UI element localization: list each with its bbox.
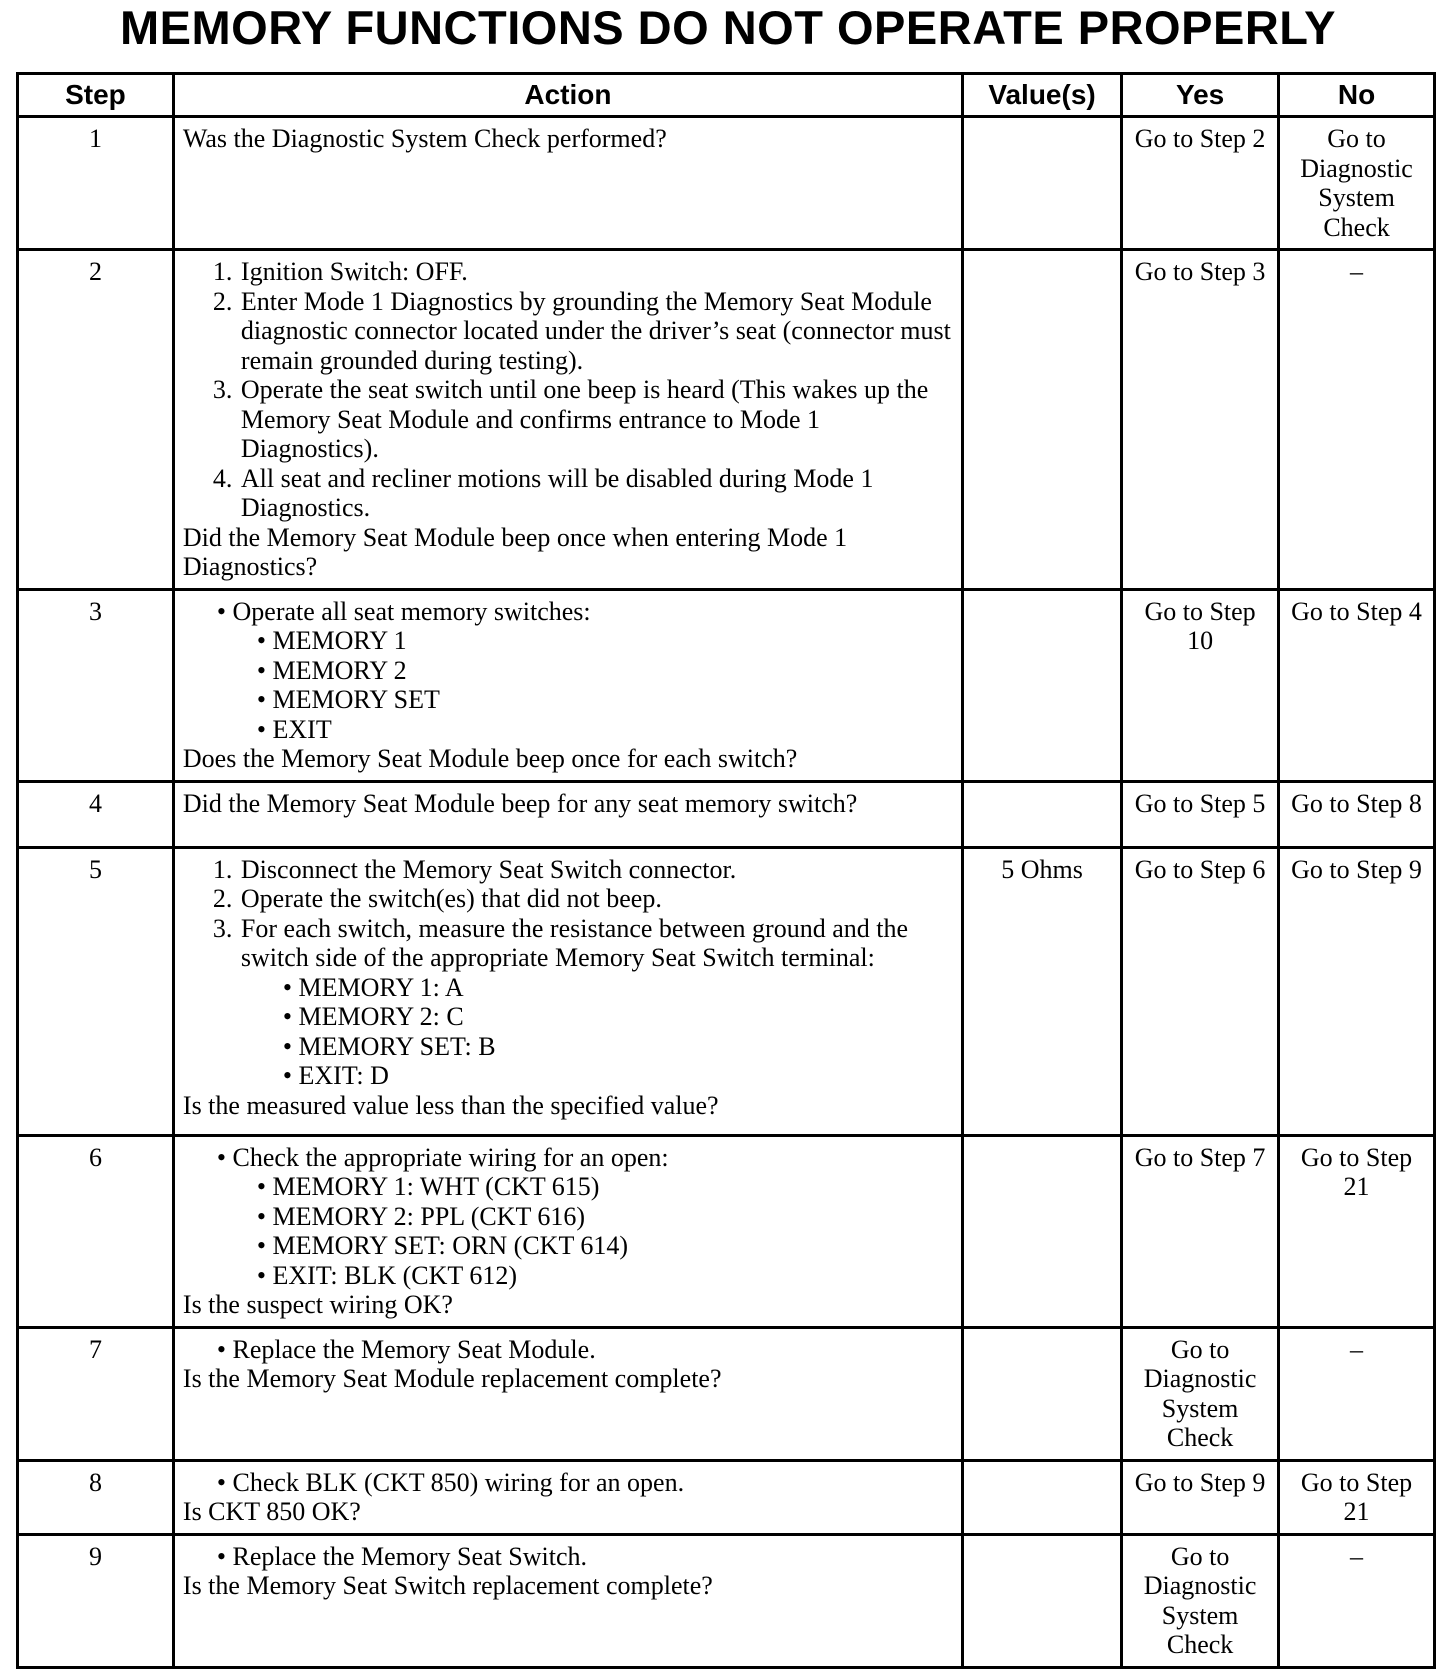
table-row	[18, 117, 1435, 250]
table-header-row	[18, 74, 1435, 117]
bullet-item	[217, 597, 953, 745]
table-row	[18, 250, 1435, 590]
bullet-list	[183, 1542, 953, 1572]
sub-item: • MEMORY 1	[257, 626, 953, 656]
sub-item: • EXIT: BLK (CKT 612)	[257, 1261, 953, 1291]
bullet-text: Check the appropriate wiring for an open:	[232, 1142, 669, 1172]
action-cell	[173, 781, 962, 847]
step-number: 1	[18, 117, 174, 250]
bullet-item: • Check BLK (CKT 850) wiring for an open.	[217, 1468, 953, 1498]
no-cell: Go to Step 9	[1279, 847, 1435, 1135]
yes-cell: Go to Diagnostic System Check	[1122, 1534, 1279, 1667]
table-row	[18, 1135, 1435, 1327]
no-cell: Go to Step 21	[1279, 1135, 1435, 1327]
sub-item: • MEMORY 2: PPL (CKT 616)	[257, 1202, 953, 1232]
sub-item: • EXIT: D	[281, 1061, 953, 1091]
bullet-item	[217, 1143, 953, 1291]
sub-item: • EXIT	[257, 715, 953, 745]
yes-cell: Go to Step 10	[1122, 589, 1279, 781]
value-cell	[963, 1534, 1122, 1667]
table-row	[18, 589, 1435, 781]
value-cell	[963, 250, 1122, 590]
procedure-step: 4. All seat and recliner motions will be disabled during Mode 1 Diagnostics.	[239, 464, 953, 523]
action-cell	[173, 1327, 962, 1460]
yes-cell: Go to Step 9	[1122, 1460, 1279, 1534]
procedure-step-text: For each switch, measure the resistance between ground and the switch side of the appropriate Memory Seat Switch terminal:	[240, 913, 908, 972]
question-text: Did the Memory Seat Module beep once when entering Mode 1 Diagnostics?	[182, 522, 848, 581]
sub-item: • MEMORY SET: B	[281, 1032, 953, 1062]
procedure-list	[183, 257, 953, 523]
yes-cell: Go to Diagnostic System Check	[1122, 1327, 1279, 1460]
no-cell: –	[1279, 1534, 1435, 1667]
action-cell	[173, 117, 962, 250]
table-row	[18, 847, 1435, 1135]
value-cell	[963, 589, 1122, 781]
bullet-list	[183, 597, 953, 745]
table-row	[18, 781, 1435, 847]
value-cell	[963, 117, 1122, 250]
bullet-list	[183, 1143, 953, 1291]
yes-cell: Go to Step 6	[1122, 847, 1279, 1135]
bullet-list	[183, 1335, 953, 1365]
procedure-step: 1. Ignition Switch: OFF.	[239, 257, 953, 287]
procedure-list	[183, 855, 953, 1091]
bullet-item: • Replace the Memory Seat Switch.	[217, 1542, 953, 1572]
no-cell: Go to Diagnostic System Check	[1279, 117, 1435, 250]
question-text: Was the Diagnostic System Check performed?	[182, 124, 667, 153]
step-number: 5	[18, 847, 174, 1135]
sub-item: • MEMORY 2: C	[281, 1002, 953, 1032]
sub-item: • MEMORY 1: A	[281, 973, 953, 1003]
step-number: 6	[18, 1135, 174, 1327]
action-cell	[173, 250, 962, 590]
header-values: Value(s)	[963, 74, 1122, 117]
sub-item: • MEMORY SET: ORN (CKT 614)	[257, 1231, 953, 1261]
yes-cell: Go to Step 3	[1122, 250, 1279, 590]
question-text: Did the Memory Seat Module beep for any seat memory switch?	[182, 788, 858, 818]
step-number: 3	[18, 589, 174, 781]
bullet-text: Operate all seat memory switches:	[232, 596, 591, 626]
procedure-step: 2. Enter Mode 1 Diagnostics by grounding the Memory Seat Module diagnostic connector located under the driver’s seat (connector must remain grounded during testing).	[239, 287, 953, 376]
header-yes: Yes	[1122, 74, 1279, 117]
question-text: Does the Memory Seat Module beep once for each switch?	[182, 744, 798, 773]
no-cell: Go to Step 8	[1279, 781, 1435, 847]
bullet-list	[183, 1468, 953, 1498]
no-cell: Go to Step 4	[1279, 589, 1435, 781]
sub-list	[217, 626, 953, 744]
page-title: MEMORY FUNCTIONS DO NOT OPERATE PROPERLY	[120, 1, 1336, 54]
action-cell	[173, 1135, 962, 1327]
procedure-step: 1. Disconnect the Memory Seat Switch connector.	[239, 855, 953, 885]
question-text: Is the Memory Seat Module replacement complete?	[182, 1364, 722, 1393]
question-text: Is the Memory Seat Switch replacement complete?	[182, 1571, 713, 1600]
step-number: 8	[18, 1460, 174, 1534]
value-cell: 5 Ohms	[963, 847, 1122, 1135]
value-cell	[963, 1460, 1122, 1534]
table-row	[18, 1327, 1435, 1460]
procedure-step: 2. Operate the switch(es) that did not beep.	[239, 884, 953, 914]
sub-list	[217, 1172, 953, 1290]
sub-item: • MEMORY SET	[257, 685, 953, 715]
yes-cell: Go to Step 7	[1122, 1135, 1279, 1327]
sub-list	[241, 973, 953, 1091]
action-cell	[173, 1460, 962, 1534]
question-text: Is the suspect wiring OK?	[182, 1290, 453, 1319]
bullet-item: • Replace the Memory Seat Module.	[217, 1335, 953, 1365]
header-step: Step	[18, 74, 174, 117]
no-cell: Go to Step 21	[1279, 1460, 1435, 1534]
no-cell: –	[1279, 1327, 1435, 1460]
question-text: Is CKT 850 OK?	[182, 1497, 361, 1526]
value-cell	[963, 781, 1122, 847]
step-number: 2	[18, 250, 174, 590]
step-number: 4	[18, 781, 174, 847]
no-cell: –	[1279, 250, 1435, 590]
yes-cell: Go to Step 5	[1122, 781, 1279, 847]
sub-item: • MEMORY 2	[257, 656, 953, 686]
action-cell	[173, 1534, 962, 1667]
step-number: 9	[18, 1534, 174, 1667]
question-text: Is the measured value less than the specified value?	[182, 1090, 719, 1120]
procedure-step: 3. Operate the seat switch until one beep is heard (This wakes up the Memory Seat Module and confirms entrance to Mode 1 Diagnostics).	[239, 375, 953, 464]
yes-cell: Go to Step 2	[1122, 117, 1279, 250]
header-action: Action	[173, 74, 962, 117]
sub-item: • MEMORY 1: WHT (CKT 615)	[257, 1172, 953, 1202]
table-row	[18, 1460, 1435, 1534]
step-number: 7	[18, 1327, 174, 1460]
procedure-step	[239, 914, 953, 1091]
diagnostic-table	[16, 72, 1436, 1669]
header-no: No	[1279, 74, 1435, 117]
action-cell	[173, 589, 962, 781]
table-row	[18, 1534, 1435, 1667]
value-cell	[963, 1135, 1122, 1327]
action-cell	[173, 847, 962, 1135]
value-cell	[963, 1327, 1122, 1460]
